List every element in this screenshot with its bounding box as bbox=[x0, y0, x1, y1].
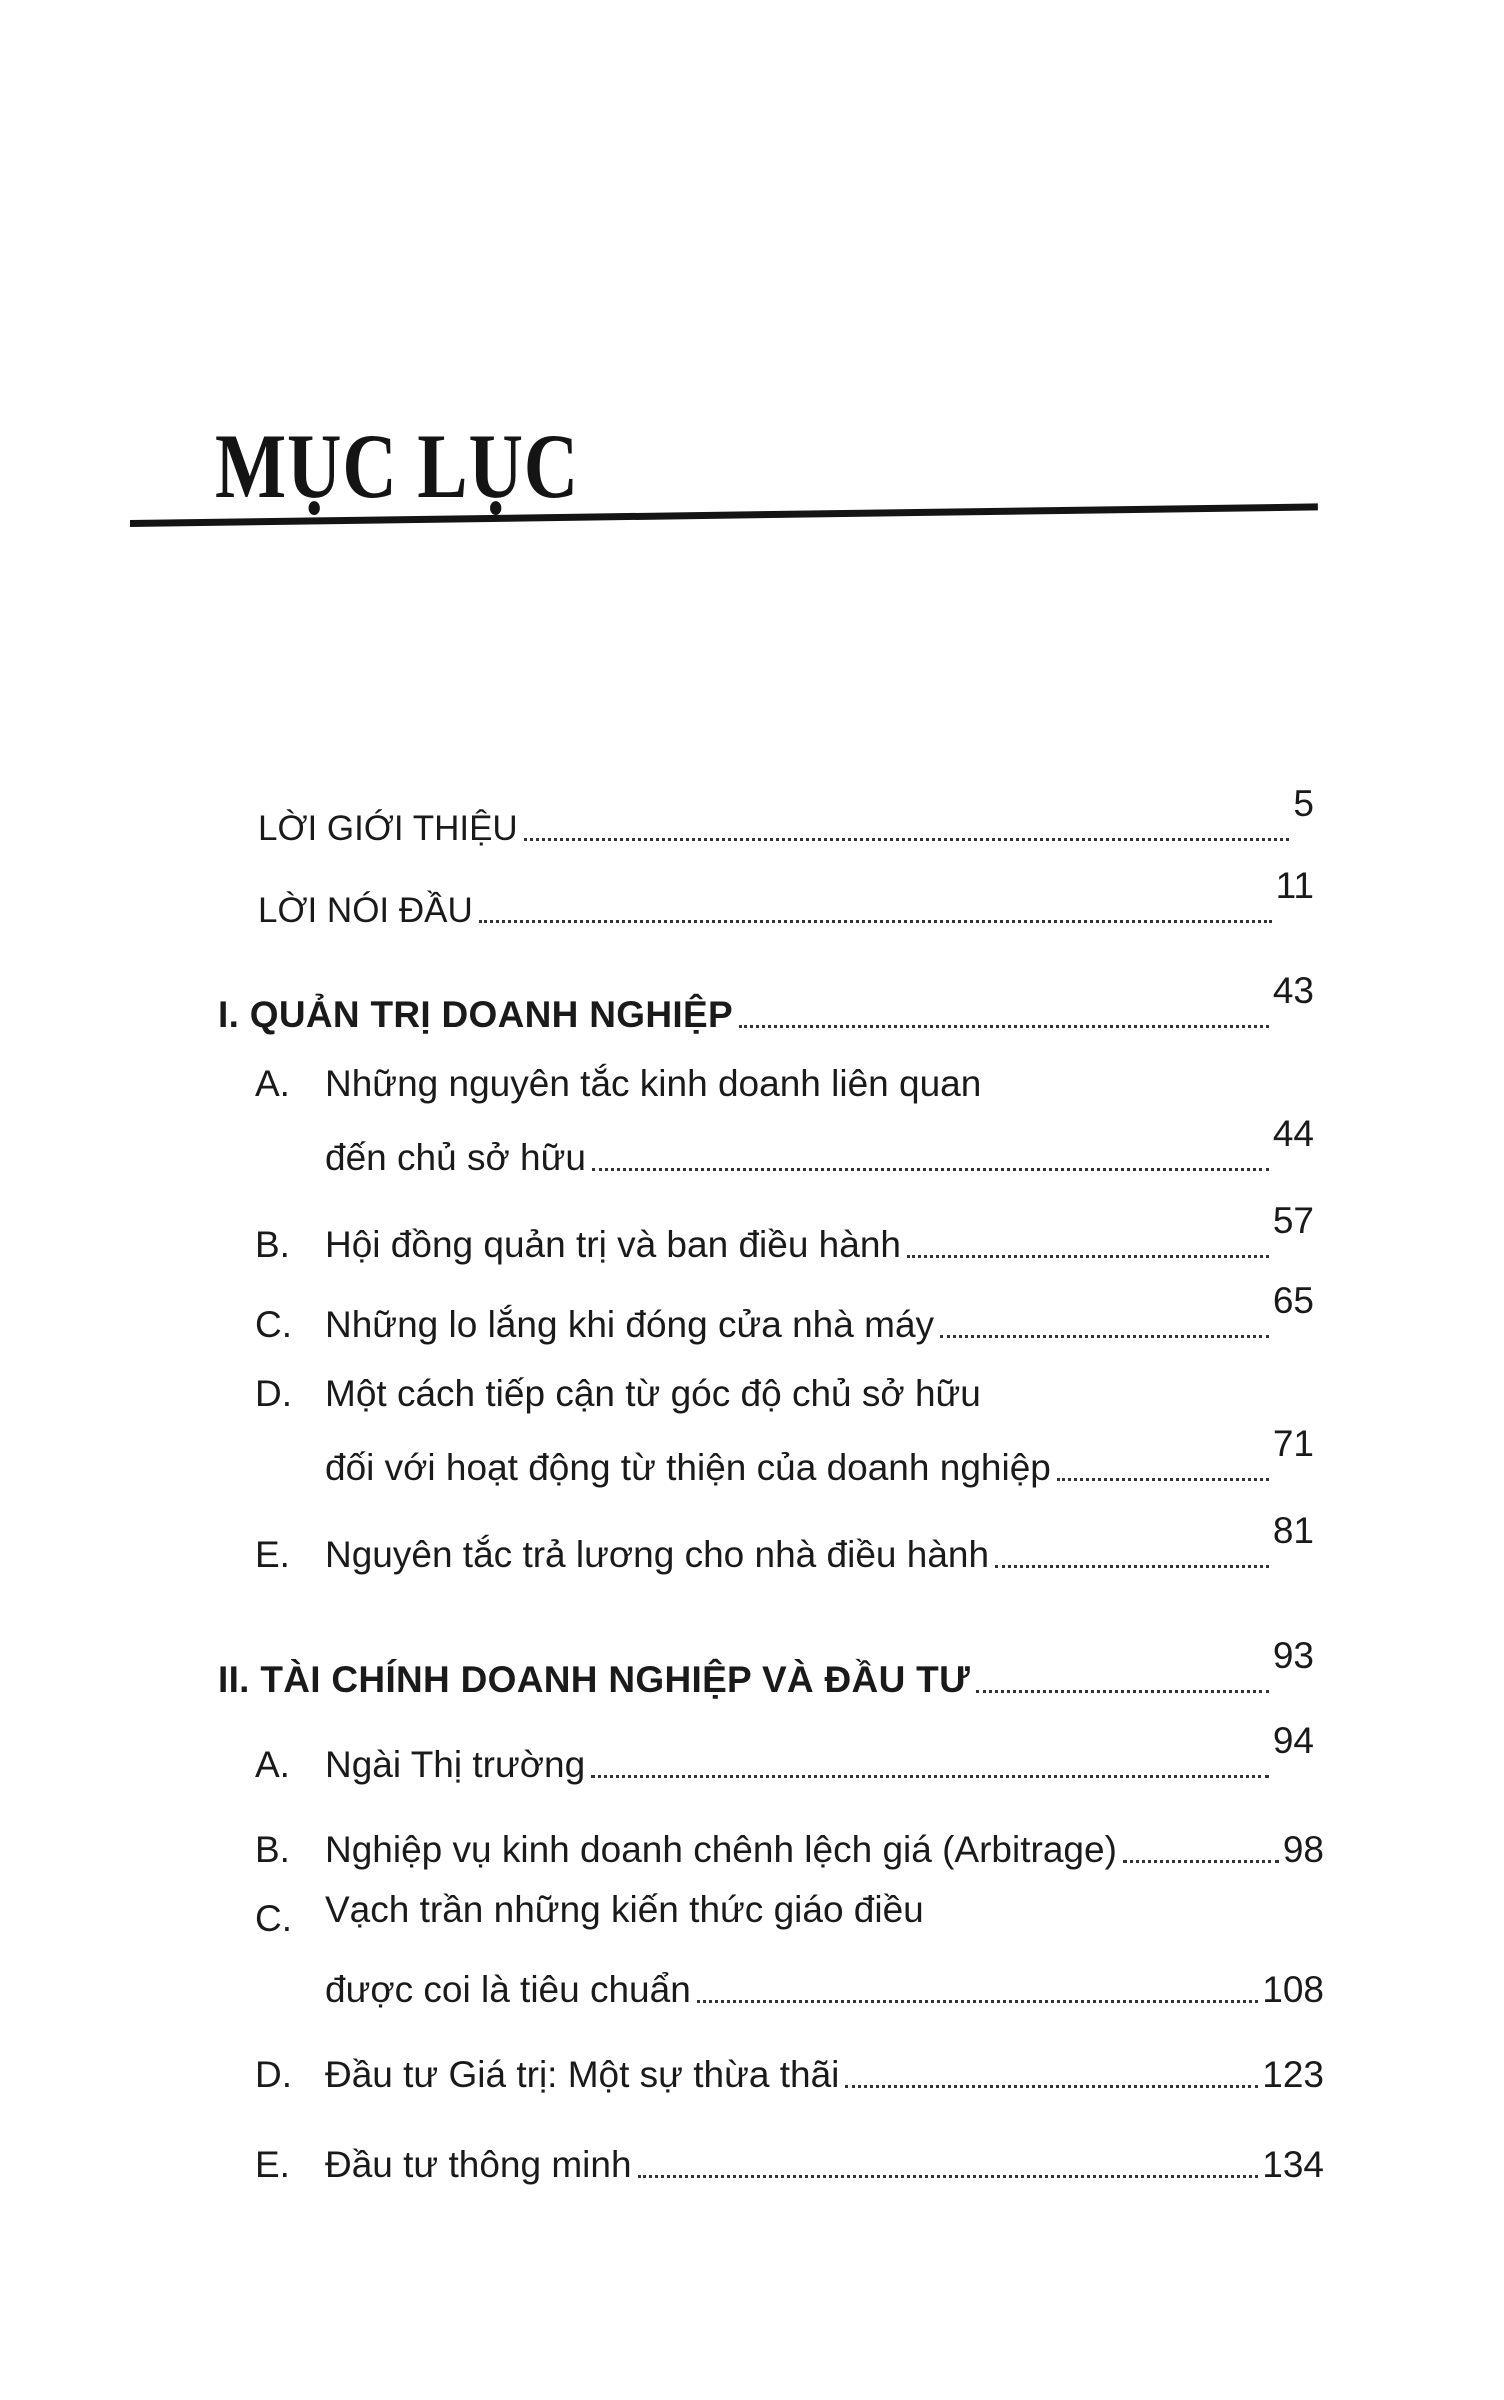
toc-section-2[interactable] bbox=[0, 1634, 1504, 1702]
dot-leader bbox=[591, 1774, 1269, 1778]
dot-leader bbox=[1123, 1859, 1279, 1863]
toc-entry-letter: B. bbox=[255, 1828, 290, 1870]
toc-entry-2c[interactable] bbox=[0, 1950, 1504, 2012]
toc-entry-2d[interactable] bbox=[0, 2035, 1504, 2097]
toc-entry-1d[interactable] bbox=[0, 1422, 1504, 1490]
toc-entry-label: đối với hoạt động từ thiện của doanh nghiệp bbox=[325, 1446, 1051, 1488]
toc-entry-letter: D. bbox=[255, 2053, 292, 2095]
toc-section-page: 43 bbox=[1272, 969, 1314, 1011]
toc-entry-letter: B. bbox=[255, 1223, 290, 1265]
toc-section-1[interactable] bbox=[0, 969, 1504, 1037]
toc-entry-page: 44 bbox=[1272, 1112, 1314, 1154]
toc-entry-page: 94 bbox=[1272, 1719, 1314, 1761]
toc-entry-label: Đầu tư thông minh bbox=[325, 2143, 632, 2185]
toc-entry-label: đến chủ sở hữu bbox=[325, 1136, 586, 1178]
toc-entry-1a[interactable] bbox=[0, 1112, 1504, 1180]
toc-entry-page: 81 bbox=[1272, 1509, 1314, 1551]
dot-leader bbox=[739, 1024, 1269, 1028]
toc-entry-label: Ngài Thị trường bbox=[325, 1743, 586, 1785]
toc-entry-2b[interactable] bbox=[0, 1810, 1504, 1872]
toc-entry-label: LỜI GIỚI THIỆU bbox=[258, 809, 518, 848]
toc-entry-1e[interactable] bbox=[0, 1509, 1504, 1577]
toc-entry-2a[interactable] bbox=[0, 1719, 1504, 1787]
toc-entry-page: 123 bbox=[1262, 2053, 1324, 2095]
toc-entry-page: 108 bbox=[1262, 1968, 1324, 2010]
toc-entry-letter: C. bbox=[255, 1898, 292, 1939]
toc-entry-letter: A. bbox=[255, 1063, 290, 1104]
toc-entry-page: 71 bbox=[1272, 1422, 1314, 1464]
toc-entry-label: Nghiệp vụ kinh doanh chênh lệch giá (Arbitrage) bbox=[325, 1828, 1117, 1870]
toc-section-label: I. QUẢN TRỊ DOANH NGHIỆP bbox=[218, 993, 733, 1035]
toc-entry-label: Nguyên tắc trả lương cho nhà điều hành bbox=[325, 1533, 990, 1575]
toc-section-label: II. TÀI CHÍNH DOANH NGHIỆP VÀ ĐẦU TƯ bbox=[218, 1658, 971, 1700]
dot-leader bbox=[524, 837, 1290, 841]
dot-leader bbox=[845, 2084, 1258, 2088]
toc-entry-letter: C. bbox=[255, 1303, 292, 1345]
toc-section-page: 93 bbox=[1272, 1634, 1314, 1676]
toc-entry-label: Hội đồng quản trị và ban điều hành bbox=[325, 1223, 901, 1265]
toc-entry-label: Đầu tư Giá trị: Một sự thừa thãi bbox=[325, 2053, 840, 2095]
toc-entry-label: Những lo lắng khi đóng cửa nhà máy bbox=[325, 1303, 935, 1345]
toc-entry-1b[interactable] bbox=[0, 1199, 1504, 1267]
toc-entry-noi-dau[interactable] bbox=[0, 864, 1504, 932]
toc-entry-2e[interactable] bbox=[0, 2125, 1504, 2187]
toc-entry-1c[interactable] bbox=[0, 1279, 1504, 1347]
dot-leader bbox=[697, 1999, 1258, 2003]
toc-entry-label: được coi là tiêu chuẩn bbox=[325, 1968, 691, 2010]
dot-leader bbox=[995, 1564, 1269, 1568]
toc-entry-letter: D. bbox=[255, 1373, 292, 1414]
dot-leader bbox=[638, 2174, 1259, 2178]
toc-entry-letter: E. bbox=[255, 2143, 290, 2185]
toc-entry-page: 65 bbox=[1272, 1279, 1314, 1321]
toc-entry-page: 57 bbox=[1272, 1199, 1314, 1241]
toc-entry-line1: Những nguyên tắc kinh doanh liên quan bbox=[325, 1063, 982, 1104]
dot-leader bbox=[592, 1167, 1269, 1171]
toc-entry-letter: A. bbox=[255, 1743, 290, 1785]
toc-entry-line1: Vạch trần những kiến thức giáo điều bbox=[325, 1889, 924, 1930]
dot-leader bbox=[976, 1689, 1269, 1693]
toc-entry-letter: E. bbox=[255, 1533, 290, 1575]
toc-entry-page: 98 bbox=[1282, 1828, 1324, 1870]
toc-entry-gioi-thieu[interactable] bbox=[0, 782, 1504, 850]
toc-entry-page: 134 bbox=[1262, 2143, 1324, 2185]
dot-leader bbox=[1057, 1477, 1269, 1481]
dot-leader bbox=[940, 1334, 1269, 1338]
toc-entry-page: 11 bbox=[1275, 864, 1314, 906]
toc-entry-label: LỜI NÓI ĐẦU bbox=[258, 891, 473, 930]
toc-entry-line1: Một cách tiếp cận từ góc độ chủ sở hữu bbox=[325, 1373, 981, 1414]
dot-leader bbox=[479, 919, 1272, 923]
toc-entry-page: 5 bbox=[1293, 782, 1314, 824]
page-title: MỤC LỤC bbox=[215, 415, 580, 517]
dot-leader bbox=[907, 1254, 1269, 1258]
